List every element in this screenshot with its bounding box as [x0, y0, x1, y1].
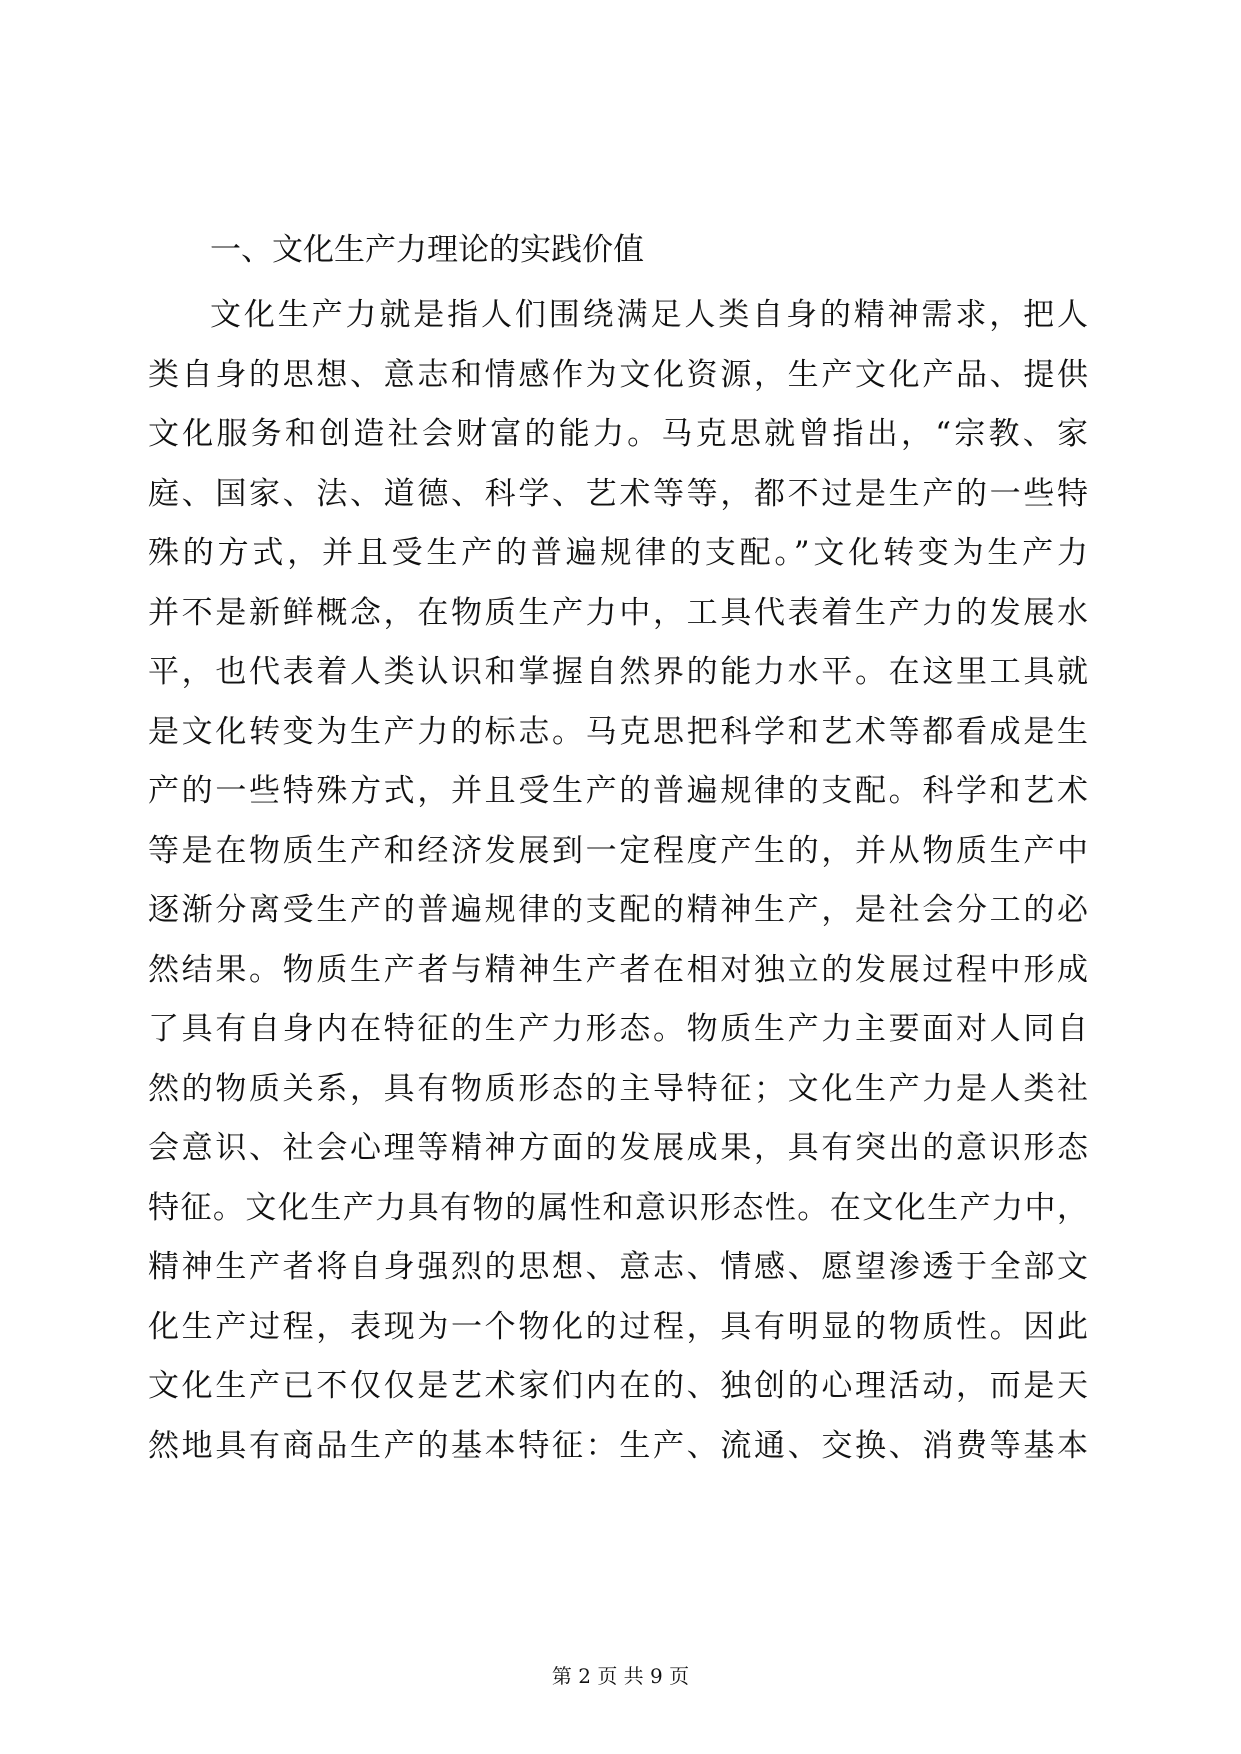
paragraph-line: 化生产过程，表现为一个物化的过程，具有明显的物质性。因此 [148, 1308, 1088, 1345]
paragraph-line: 文化生产已不仅仅是艺术家们内在的、独创的心理活动，而是天 [148, 1368, 1088, 1404]
paragraph-line: 然地具有商品生产的基本特征：生产、流通、交换、消费等基本 [148, 1427, 1088, 1464]
paragraph-line: 类自身的思想、意志和情感作为文化资源，生产文化产品、提供 [148, 356, 1088, 393]
paragraph-line: 等是在物质生产和经济发展到一定程度产生的，并从物质生产中 [148, 832, 1088, 869]
body-paragraph [148, 286, 1088, 1476]
paragraph-line: 会意识、社会心理等精神方面的发展成果，具有突出的意识形态 [148, 1130, 1088, 1166]
paragraph-line: 然结果。物质生产者与精神生产者在相对独立的发展过程中形成 [148, 951, 1088, 988]
paragraph-line: 了具有自身内在特征的生产力形态。物质生产力主要面对人同自 [148, 1011, 1088, 1047]
section-heading: 一、文化生产力理论的实践价值 [210, 232, 644, 268]
paragraph-line: 产的一些特殊方式，并且受生产的普遍规律的支配。科学和艺术 [148, 773, 1088, 809]
paragraph-line: 文化服务和创造社会财富的能力。马克思就曾指出，“宗教、家 [148, 416, 1088, 452]
paragraph-line: 殊的方式，并且受生产的普遍规律的支配。”文化转变为生产力 [148, 535, 1088, 571]
paragraph-line: 平，也代表着人类认识和掌握自然界的能力水平。在这里工具就 [148, 654, 1088, 690]
paragraph-line: 是文化转变为生产力的标志。马克思把科学和艺术等都看成是生 [148, 713, 1088, 750]
page-number-footer: 第 2 页 共 9 页 [551, 1664, 690, 1688]
paragraph-line: 特征。文化生产力具有物的属性和意识形态性。在文化生产力中， [148, 1189, 1088, 1226]
paragraph-line: 庭、国家、法、道德、科学、艺术等等，都不过是生产的一些特 [148, 475, 1088, 512]
paragraph-line: 文化生产力就是指人们围绕满足人类自身的精神需求，把人 [210, 297, 1088, 333]
paragraph-line: 逐渐分离受生产的普遍规律的支配的精神生产，是社会分工的必 [148, 892, 1088, 928]
paragraph-line: 并不是新鲜概念，在物质生产力中，工具代表着生产力的发展水 [148, 594, 1088, 631]
paragraph-line: 精神生产者将自身强烈的思想、意志、情感、愿望渗透于全部文 [148, 1249, 1088, 1285]
paragraph-line: 然的物质关系，具有物质形态的主导特征；文化生产力是人类社 [148, 1070, 1088, 1107]
